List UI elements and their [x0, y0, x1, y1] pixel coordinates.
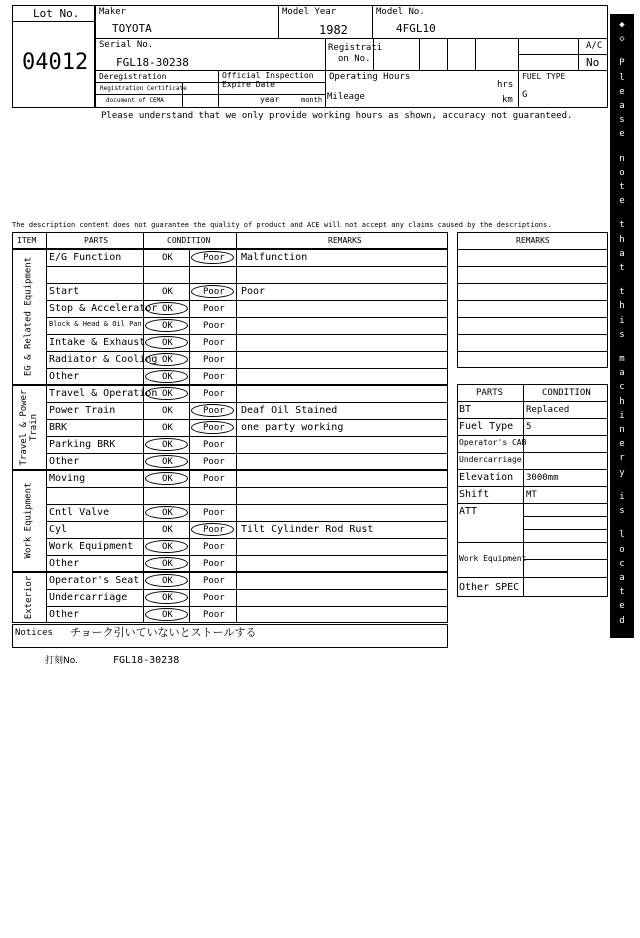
selected-condition-oval [145, 455, 188, 468]
spec-condition: MT [526, 490, 537, 500]
mileage-label: Mileage [327, 92, 365, 102]
ac-value: No [586, 56, 600, 69]
part-name: Other [49, 609, 80, 620]
spec-part: Elevation [459, 472, 514, 483]
model-no-label: Model No. [376, 7, 425, 17]
group-label: Travel & Power [18, 389, 29, 465]
selected-condition-oval [145, 506, 188, 519]
selected-condition-oval [145, 438, 188, 451]
poor-option[interactable]: Poor [203, 576, 225, 586]
registration-label-2: on No. [338, 54, 371, 64]
ok-option[interactable]: OK [162, 406, 173, 416]
poor-option[interactable]: Poor [203, 525, 225, 535]
hrs-label: hrs [497, 80, 514, 90]
spec-part: Shift [459, 489, 490, 500]
remark-text: Malfunction [241, 252, 308, 263]
parts-header: PARTS [84, 236, 109, 245]
selected-condition-oval [145, 591, 188, 604]
ac-label: A/C [586, 41, 603, 51]
ok-option[interactable]: OK [162, 338, 173, 348]
poor-option[interactable]: Poor [203, 372, 225, 382]
selected-condition-oval [145, 574, 188, 587]
ok-option[interactable]: OK [162, 440, 173, 450]
remark-text: one party working [241, 422, 344, 433]
part-name: Work Equipment [49, 541, 134, 552]
registration-certificate-label: Registration Certificate [100, 85, 187, 92]
remark-text: Poor [241, 286, 266, 297]
part-name: Block & Head & Oil Pan [49, 320, 142, 328]
group-label: Exterior [23, 575, 34, 619]
ok-option[interactable]: OK [162, 457, 173, 467]
spec-part: Fuel Type [459, 421, 514, 432]
ok-option[interactable]: OK [162, 423, 173, 433]
condition-header: CONDITION [167, 236, 211, 245]
spec-part: Work Equipment [459, 554, 527, 563]
spec-part: Operator's CAB [459, 438, 527, 447]
selected-condition-oval [145, 370, 188, 383]
stamp-value: FGL18-30238 [113, 655, 180, 666]
selected-condition-oval [191, 285, 234, 298]
part-name: Power Train [49, 405, 116, 416]
working-hours-note: Please understand that we only provide working hours as shown, accuracy not guaranteed. [101, 111, 573, 121]
part-name: Intake & Exhaust [49, 337, 146, 348]
part-name: Operator's Seat [49, 575, 140, 586]
ok-option[interactable]: OK [162, 576, 173, 586]
ok-option[interactable]: OK [162, 542, 173, 552]
part-name: Other [49, 558, 80, 569]
fuel-type-label: FUEL TYPE [522, 72, 566, 81]
selected-condition-oval [191, 251, 234, 264]
poor-option[interactable]: Poor [203, 253, 225, 263]
remark-text: Deaf Oil Stained [241, 405, 338, 416]
ok-option[interactable]: OK [162, 508, 173, 518]
selected-condition-oval [145, 540, 188, 553]
part-name: Stop & Accelerator [49, 303, 158, 314]
part-name: BRK [49, 422, 68, 433]
poor-option[interactable]: Poor [203, 440, 225, 450]
disclaimer: The description content does not guarantee the quality of product and ACE will not accept any claims caused by the descriptions. [12, 221, 552, 229]
model-no-value: 4FGL10 [396, 22, 436, 35]
spec-part: Undercarriage [459, 455, 522, 464]
model-year-value: 1982 [319, 23, 348, 37]
selected-condition-oval [145, 336, 188, 349]
ok-option[interactable]: OK [162, 593, 173, 603]
part-name: Moving [49, 473, 86, 484]
serial-label: Serial No. [99, 40, 154, 50]
ok-option[interactable]: OK [162, 559, 173, 569]
ok-option[interactable]: OK [162, 287, 173, 297]
ok-option[interactable]: OK [162, 321, 173, 331]
part-name: Other [49, 456, 80, 467]
poor-option[interactable]: Poor [203, 406, 225, 416]
ok-option[interactable]: OK [162, 610, 173, 620]
maker-label: Maker [99, 7, 127, 17]
ok-option[interactable]: OK [162, 253, 173, 263]
selected-condition-oval [191, 421, 234, 434]
selected-condition-oval [191, 404, 234, 417]
location-sidebar [610, 14, 634, 936]
inspection-month-label: month [301, 96, 323, 104]
poor-option[interactable]: Poor [203, 389, 225, 399]
inspection-label-1: Official Inspection [222, 71, 314, 80]
part-name: Travel & Operation [49, 388, 158, 399]
sidebar-text: ◆ ◇ P l e a s e n o t e t h a t t h i s m a c h i n e r y i s l o c a t e d i n F o r k l i f t P a r k i n g ◆ ◇ [619, 20, 625, 936]
remark-text: Tilt Cylinder Rod Rust [241, 524, 374, 535]
deregistration-label: Deregistration [99, 72, 167, 81]
poor-option[interactable]: Poor [203, 559, 225, 569]
poor-option[interactable]: Poor [203, 423, 225, 433]
spec-parts-header: PARTS [476, 388, 504, 398]
selected-condition-oval [145, 353, 188, 366]
serial-value: FGL18-30238 [116, 56, 189, 69]
operating-hours-label: Operating Hours [329, 72, 411, 82]
poor-option[interactable]: Poor [203, 355, 225, 365]
spec-condition: Replaced [526, 405, 570, 415]
inspection-label-2: Expire Date [222, 80, 275, 89]
spec-condition: 5 [526, 422, 532, 432]
ok-option[interactable]: OK [162, 372, 173, 382]
lot-number: 04012 [22, 50, 89, 75]
notices-value: チョーク引いていないとストールする [70, 626, 257, 639]
part-name: Cntl Valve [49, 507, 110, 518]
poor-option[interactable]: Poor [203, 287, 225, 297]
lot-label: Lot No. [33, 7, 80, 20]
cema-document-label: document of CEMA [106, 97, 164, 104]
spec-part: BT [459, 404, 472, 415]
item-header: ITEM [17, 236, 37, 245]
selected-condition-oval [145, 387, 188, 400]
poor-option[interactable]: Poor [203, 508, 225, 518]
part-name: Cyl [49, 524, 68, 535]
spec-part: ATT [459, 506, 478, 517]
selected-condition-oval [145, 302, 188, 315]
spec-condition: 3000mm [526, 473, 559, 483]
part-name: Radiator & Cooling [49, 354, 158, 365]
selected-condition-oval [145, 472, 188, 485]
remarks-header: REMARKS [328, 236, 362, 245]
poor-option[interactable]: Poor [203, 474, 225, 484]
selected-condition-oval [145, 608, 188, 621]
maker-value: TOYOTA [112, 22, 152, 35]
ok-option[interactable]: OK [162, 389, 173, 399]
fuel-type-value: G [522, 90, 528, 100]
spec-part: Other SPEC [459, 582, 520, 593]
part-name: Start [49, 286, 80, 297]
poor-option[interactable]: Poor [203, 542, 225, 552]
poor-option[interactable]: Poor [203, 338, 225, 348]
part-name: E/G Function [49, 252, 122, 263]
poor-option[interactable]: Poor [203, 304, 225, 314]
model-year-label: Model Year [282, 7, 337, 17]
group-label: EG & Related Equipment [23, 256, 34, 377]
selected-condition-oval [191, 523, 234, 536]
km-label: km [502, 95, 513, 105]
stamp-label: 打刻No. [45, 656, 78, 666]
spec-condition-header: CONDITION [542, 388, 591, 398]
selected-condition-oval [145, 319, 188, 332]
part-name: Parking BRK [49, 439, 116, 450]
group-label: Train [28, 413, 39, 441]
part-name: Other [49, 371, 80, 382]
registration-label-1: Registrati [328, 43, 383, 53]
ok-option[interactable]: OK [162, 525, 173, 535]
ok-option[interactable]: OK [162, 355, 173, 365]
group-label: Work Equipment [23, 482, 34, 559]
poor-option[interactable]: Poor [203, 457, 225, 467]
notices-label: Notices [15, 628, 53, 638]
inspection-year-label: year [260, 95, 280, 104]
selected-condition-oval [145, 557, 188, 570]
poor-option[interactable]: Poor [203, 610, 225, 620]
poor-option[interactable]: Poor [203, 321, 225, 331]
ok-option[interactable]: OK [162, 474, 173, 484]
poor-option[interactable]: Poor [203, 593, 225, 603]
ok-option[interactable]: OK [162, 304, 173, 314]
part-name: Undercarriage [49, 592, 128, 603]
right-remarks-header: REMARKS [516, 236, 550, 245]
